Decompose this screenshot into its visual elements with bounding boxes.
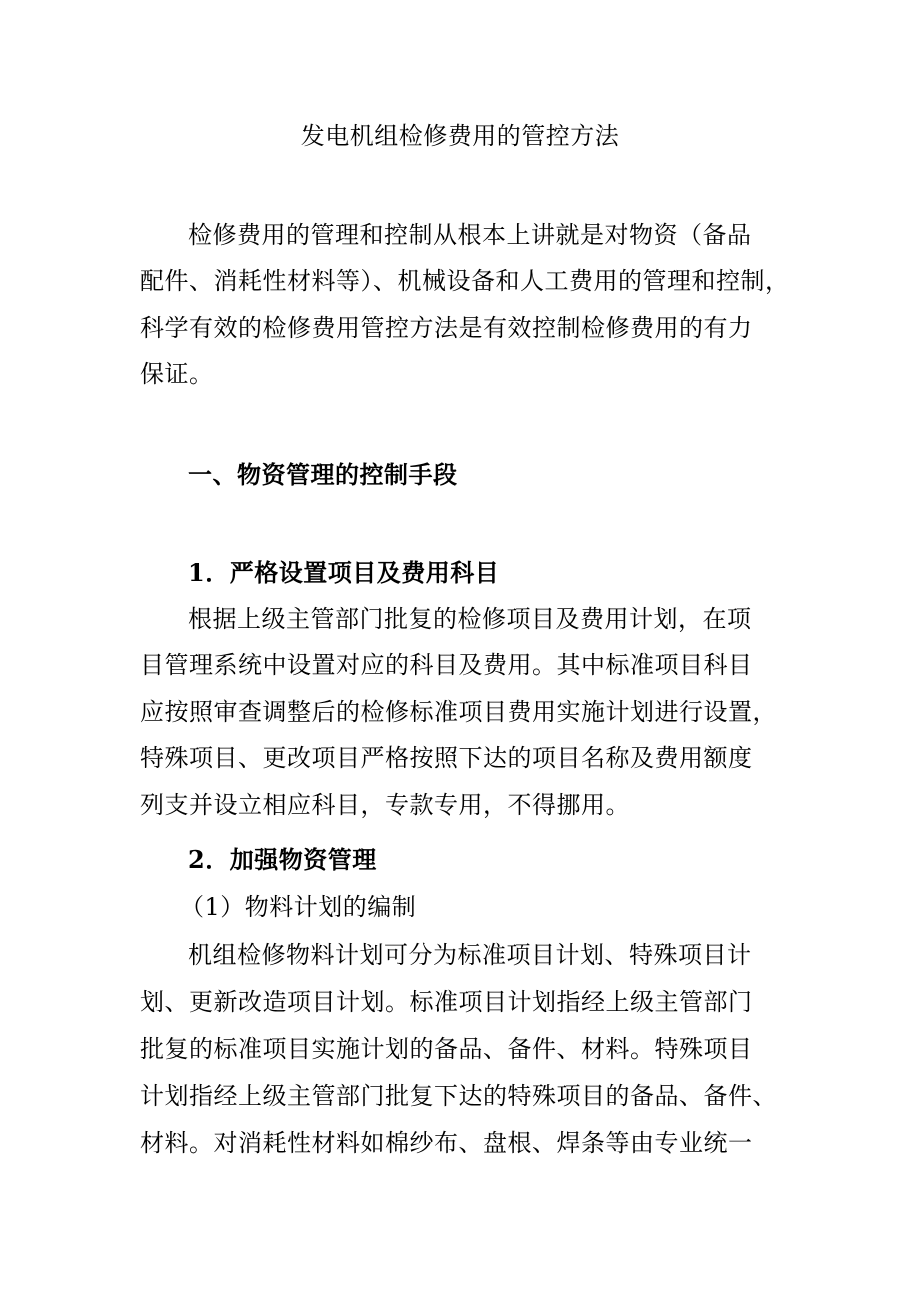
paragraph-1-line-4: 特殊项目、更改项目严格按照下达的项目名称及费用额度 <box>140 744 753 772</box>
paragraph-2-line-3: 批复的标准项目实施计划的备品、备件、材料。特殊项目 <box>140 1035 753 1063</box>
paragraph-1-line-3: 应按照审查调整后的检修标准项目费用实施计划进行设置， <box>140 698 777 726</box>
paragraph-1-line-5: 列支并设立相应科目，专款专用，不得挪用。 <box>140 791 630 819</box>
paragraph-1-line-2: 目管理系统中设置对应的科目及费用。其中标准项目科目 <box>140 651 753 679</box>
subsection-heading-1: 1．严格设置项目及费用科目 <box>188 558 500 587</box>
section-heading-1: 一、物资管理的控制手段 <box>188 460 458 489</box>
paragraph-1-line-1: 根据上级主管部门批复的检修项目及费用计划，在项 <box>188 605 752 633</box>
paragraph-2-line-4: 计划指经上级主管部门批复下达的特殊项目的备品、备件、 <box>140 1082 777 1110</box>
item-heading-1: （1）物料计划的编制 <box>180 893 417 921</box>
paragraph-2-line-1: 机组检修物料计划可分为标准项目计划、特殊项目计 <box>188 941 752 969</box>
paragraph-2-line-2: 划、更新改造项目计划。标准项目计划指经上级主管部门 <box>140 988 753 1016</box>
intro-line-4: 保证。 <box>140 360 214 388</box>
intro-line-1: 检修费用的管理和控制从根本上讲就是对物资（备品 <box>188 221 752 249</box>
paragraph-2-line-5: 材料。对消耗性材料如棉纱布、盘根、焊条等由专业统一 <box>140 1129 753 1157</box>
subsection-heading-2: 2．加强物资管理 <box>188 845 377 874</box>
intro-line-2: 配件、消耗性材料等）、机械设备和人工费用的管理和控制， <box>140 267 790 295</box>
intro-line-3: 科学有效的检修费用管控方法是有效控制检修费用的有力 <box>140 314 753 342</box>
document-title: 发电机组检修费用的管控方法 <box>300 122 620 150</box>
